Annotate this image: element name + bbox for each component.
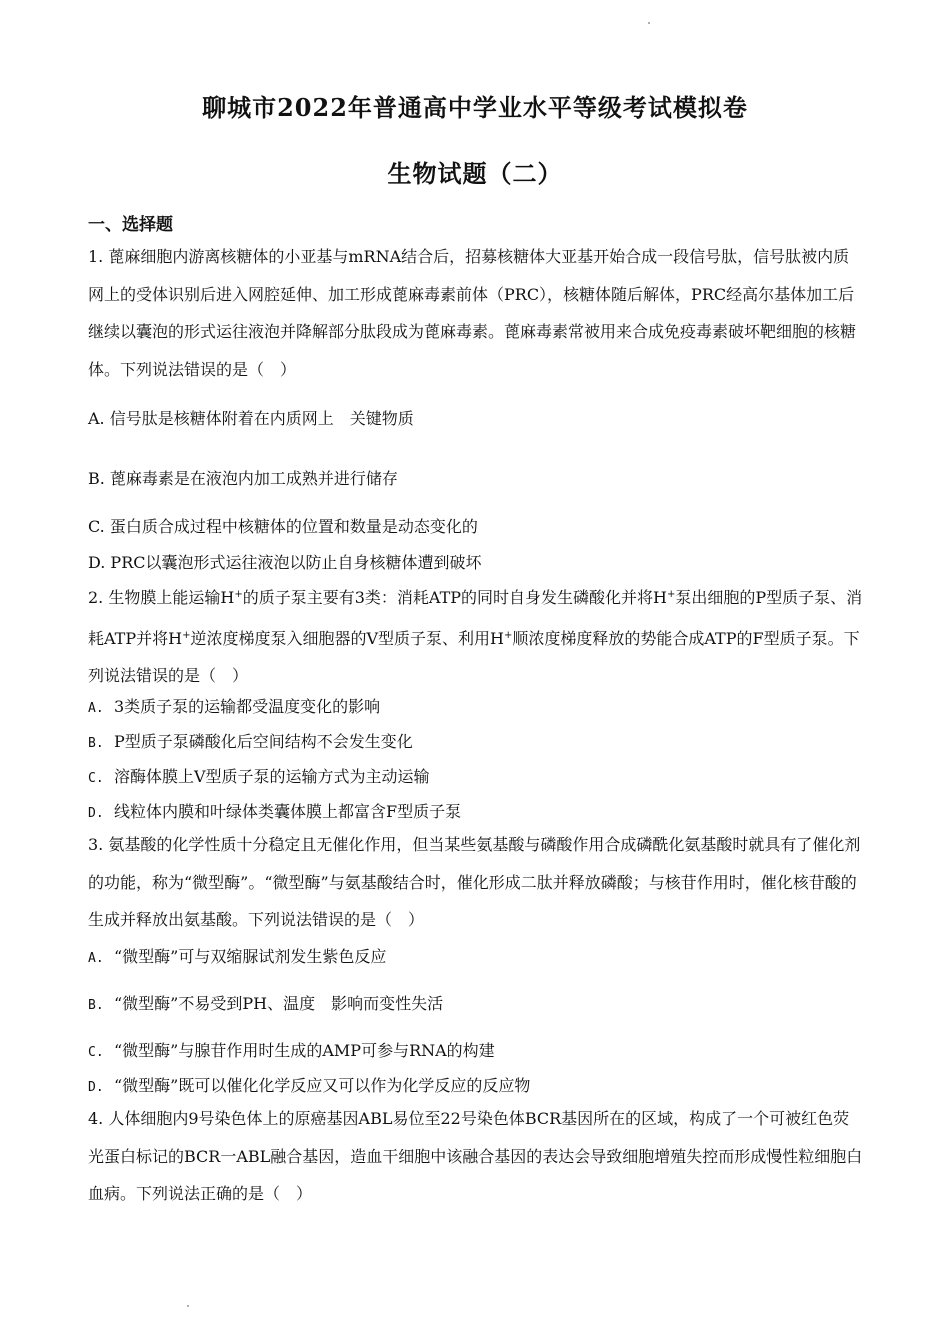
- option-label: D.: [88, 806, 104, 821]
- question-2-option-c: [88, 764, 430, 787]
- stem-text: 顺浓度梯度释放的势能合成ATP的F型质子泵。下列说法错误的是（ ）: [88, 628, 860, 685]
- option-text: “微型酶”既可以催化化学反应又可以作为化学反应的反应物: [114, 1076, 531, 1095]
- section-heading: 一、选择题: [88, 215, 173, 235]
- stem-text: 逆浓度梯度泵入细胞器的V型质子泵、利用H: [190, 628, 504, 648]
- option-text: 3类质子泵的运输都受温度变化的影响: [114, 697, 381, 716]
- question-2-option-b: [88, 729, 413, 752]
- question-3-stem: 3. 氨基酸的化学性质十分稳定且无催化作用，但当某些氨基酸与磷酸作用合成磷酰化氨基酸时就具有了催化剂的功能，称为“微型酶”。“微型酶”与氨基酸结合时，催化形成二肽并释放磷酸；与核苷作用时，催化核苷酸的生成并释放出氨基酸。下列说法错误的是（ ）: [88, 835, 861, 929]
- option-label: C.: [88, 1045, 104, 1060]
- option-label: A.: [88, 701, 104, 716]
- exam-subtitle: 生物试题（二）: [387, 159, 563, 188]
- question-3-option-c: [88, 1038, 495, 1061]
- option-text: “微型酶”可与双缩脲试剂发生紫色反应: [114, 947, 387, 966]
- option-label: B.: [88, 736, 104, 751]
- question-2-option-d: [88, 799, 461, 822]
- superscript: +: [503, 629, 513, 641]
- question-2-stem: [88, 576, 863, 695]
- question-4-stem: 4. 人体细胞内9号染色体上的原癌基因ABL易位至22号染色体BCR基因所在的区域，构成了一个可被红色荧光蛋白标记的BCR一ABL融合基因，造血干细胞中该融合基因的表达会导致细胞增殖失控而形成慢性粒细胞白血病。下列说法正确的是（ ）: [88, 1109, 863, 1203]
- superscript: +: [182, 629, 191, 641]
- scan-speck: [648, 22, 650, 24]
- option-label: C.: [88, 771, 104, 786]
- scan-speck: [187, 1305, 189, 1307]
- option-text: 溶酶体膜上V型质子泵的运输方式为主动运输: [114, 767, 430, 786]
- question-1-stem: 1. 蓖麻细胞内游离核糖体的小亚基与mRNA结合后，招募核糖体大亚基开始合成一段信号肽，信号肽被内质网上的受体识别后进入网腔延伸、加工形成蓖麻毒素前体（PRC），核糖体随后解体，PRC经高尔基体加工后继续以囊泡的形式运往液泡并降解部分肽段成为蓖麻毒素。蓖麻毒素常被用来合成免疫毒素破坏靶细胞的核糖体。下列说法错误的是（ ）: [88, 247, 857, 379]
- option-text: “微型酶”不易受到PH、温度 影响而变性失活: [114, 994, 444, 1013]
- question-3-option-a: [88, 944, 386, 967]
- question-1-option-a: A. 信号肽是核糖体附着在内质网上 关键物质: [88, 409, 414, 428]
- option-text: P型质子泵磷酸化后空间结构不会发生变化: [114, 732, 413, 751]
- option-label: D.: [88, 1080, 104, 1095]
- question-1-option-c: C. 蛋白质合成过程中核糖体的位置和数量是动态变化的: [88, 517, 478, 536]
- option-text: “微型酶”与腺苷作用时生成的AMP可参与RNA的构建: [114, 1041, 495, 1060]
- question-1-option-d: D. PRC以囊泡形式运往液泡以防止自身核糖体遭到破坏: [88, 553, 482, 572]
- question-3-option-b: [88, 991, 443, 1014]
- stem-text: 泵出细胞的P型质子泵、消耗ATP并将H: [88, 588, 863, 648]
- question-1-option-b: B. 蓖麻毒素是在液泡内加工成熟并进行储存: [88, 469, 398, 488]
- superscript: +: [666, 589, 676, 600]
- option-label: B.: [88, 998, 104, 1013]
- exam-title: 聊城市2022年普通高中学业水平等级考试模拟卷: [202, 93, 748, 122]
- question-2-option-a: [88, 694, 380, 717]
- option-label: A.: [88, 951, 104, 966]
- superscript: +: [234, 589, 243, 600]
- stem-text: 的质子泵主要有3类：消耗ATP的同时自身发生磷酸化并将H: [242, 588, 667, 607]
- option-text: 线粒体内膜和叶绿体类囊体膜上都富含F型质子泵: [114, 802, 462, 821]
- question-3-option-d: [88, 1073, 530, 1096]
- stem-text: 2. 生物膜上能运输H: [88, 588, 235, 607]
